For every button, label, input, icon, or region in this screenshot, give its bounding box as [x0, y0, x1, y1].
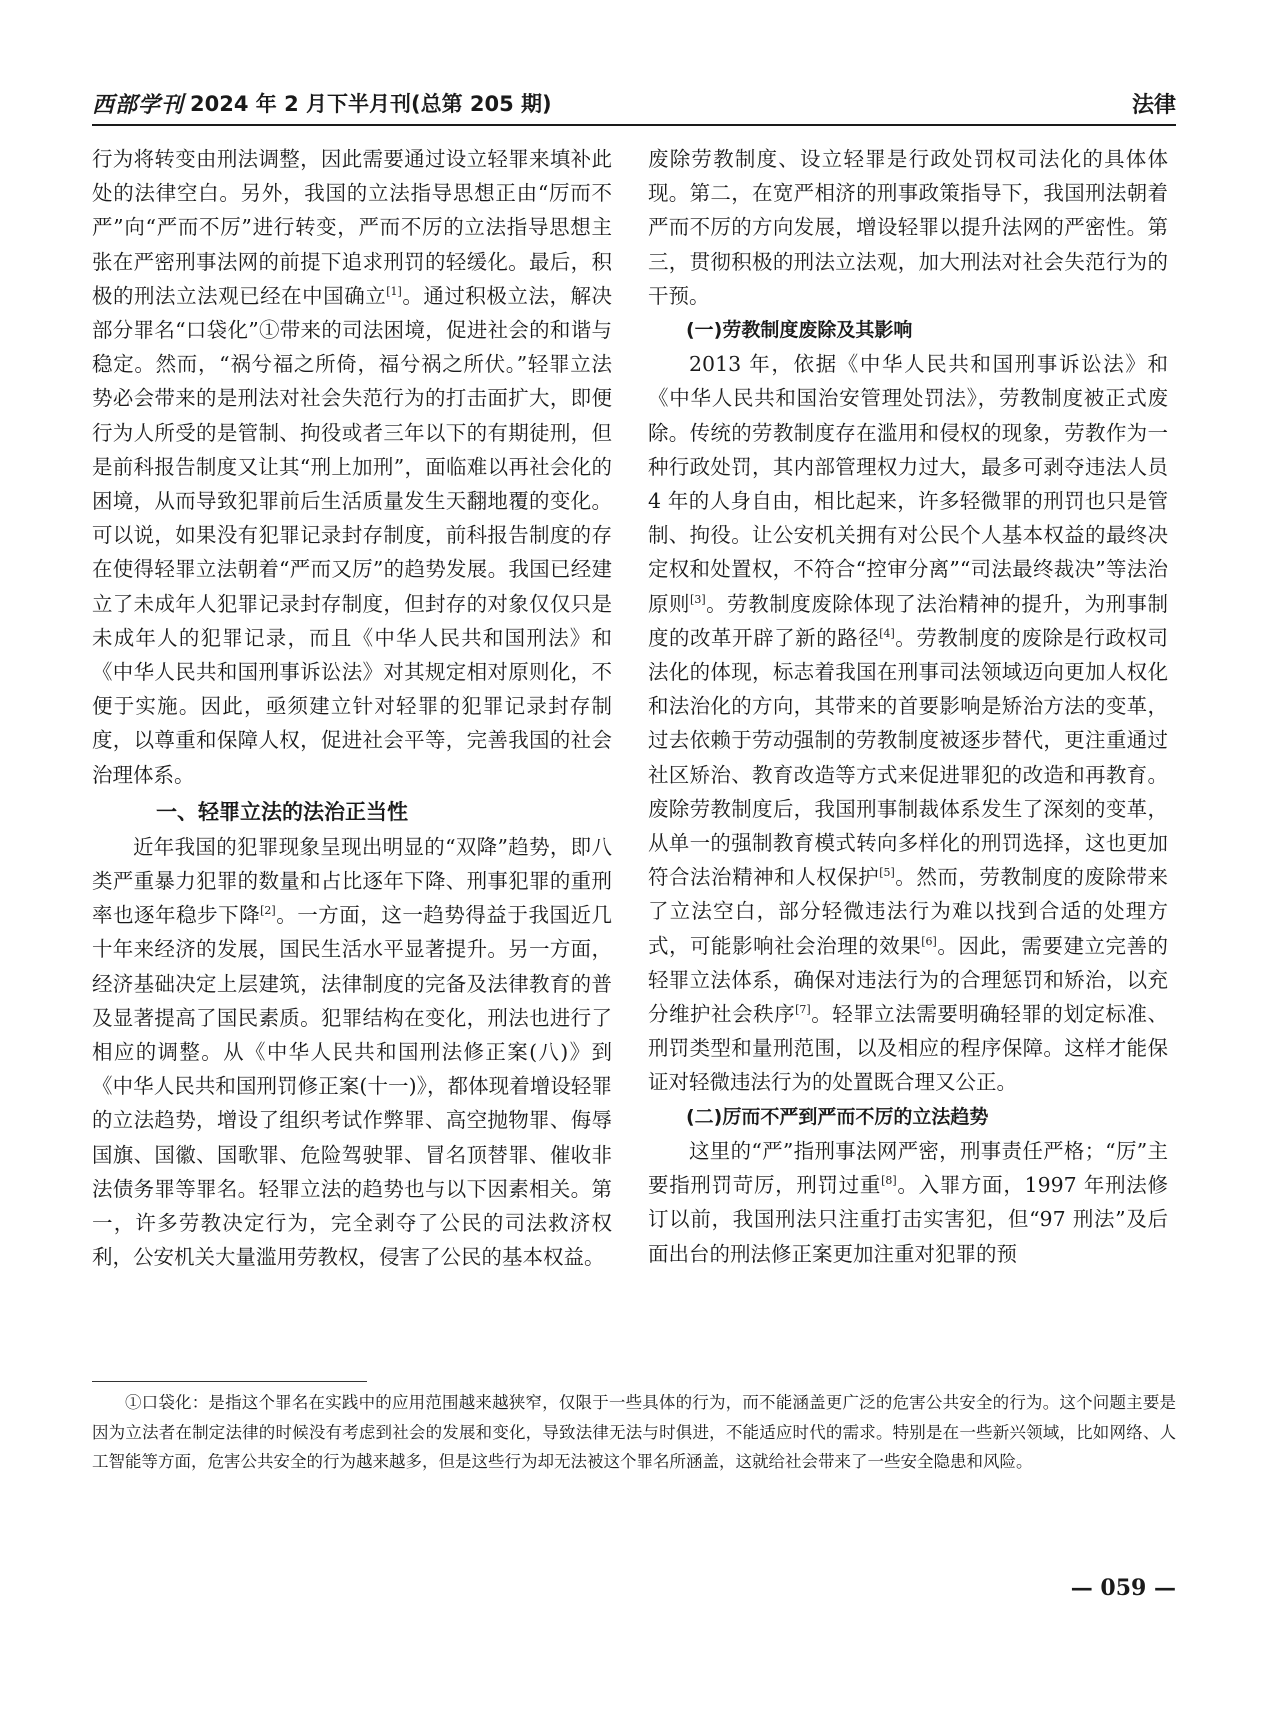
journal-logo: 西部学刊	[92, 92, 185, 118]
citation[interactable]: [8]	[881, 1174, 897, 1188]
footnote: ①口袋化：是指这个罪名在实践中的应用范围越来越狭窄，仅限于一些具体的行为，而不能涵盖更广泛的危害公共安全的行为。这个问题主要是因为立法者在制定法律的时候没有考虑到社会的发展和变化，导致法律无法与时俱进，不能适应时代的需求。特别是在一些新兴领域，比如网络、人工智能等方面，危害公共安全的行为越来越多，但是这些行为却无法被这个罪名所涵盖，这就给社会带来了一些安全隐患和风险。	[92, 1393, 1176, 1471]
page-number: — 059 —	[1070, 1575, 1176, 1601]
right-column	[648, 142, 1168, 1271]
citation[interactable]: [1]	[386, 284, 402, 298]
paragraph: 行为将转变由刑法调整，因此需要通过设立轻罪来填补此处的法律空白。另外，我国的立法指导思想正由“厉而不严”向“严而不厉”进行转变，严而不厉的立法指导思想主张在严密刑事法网的前提下追求刑罚的轻缓化。最后，积极的刑法立法观已经在中国确立[1]。通过积极立法，解决部分罪名“口袋化”①带来的司法困境，促进社会的和谐与稳定。然而，“祸兮福之所倚，福兮祸之所伏。”轻罪立法势必会带来的是刑法对社会失范行为的打击面扩大，即便行为人所受的是管制、拘役或者三年以下的有期徒刑，但是前科报告制度又让其“刑上加刑”，面临难以再社会化的困境，从而导致犯罪前后生活质量发生天翻地覆的变化。可以说，如果没有犯罪记录封存制度，前科报告制度的存在使得轻罪立法朝着“严而又厉”的趋势发展。我国已经建立了未成年人犯罪记录封存制度，但封存的对象仅仅只是未成年人的犯罪记录，而且《中华人民共和国刑法》和《中华人民共和国刑事诉讼法》对其规定相对原则化，不便于实施。因此，亟须建立针对轻罪的犯罪记录封存制度，以尊重和保障人权，促进社会平等，完善我国的社会治理体系。	[92, 147, 613, 787]
citation[interactable]: [7]	[795, 1003, 811, 1017]
citation[interactable]: [3]	[690, 592, 706, 606]
running-header	[92, 88, 1176, 122]
footnote-divider	[92, 1381, 367, 1382]
subsection-heading: (一)劳教制度废除及其影响	[686, 319, 913, 342]
section-heading: 一、轻罪立法的法治正当性	[156, 799, 408, 824]
subsection-heading: (二)厉而不严到严而不厉的立法趋势	[686, 1105, 989, 1128]
left-column	[92, 142, 612, 1275]
paragraph: 这里的“严”指刑事法网严密，刑事责任严格；“厉”主要指刑罚苛厉，刑罚过重[8]。入罪方面，1997 年刑法修订以前，我国刑法只注重打击实害犯，但“97 刑法”及后面出台的刑法修正案更加注重对犯罪的预	[648, 1138, 1168, 1266]
citation[interactable]: [4]	[879, 626, 895, 640]
issue-info: 2024 年 2 月下半月刊(总第 205 期)	[190, 92, 552, 116]
paragraph: 废除劳教制度、设立轻罪是行政处罚权司法化的具体体现。第二，在宽严相济的刑事政策指导下，我国刑法朝着严而不厉的方向发展，增设轻罪以提升法网的严密性。第三，贯彻积极的刑法立法观，加大刑法对社会失范行为的干预。	[648, 147, 1168, 308]
paragraph: 2013 年，依据《中华人民共和国刑事诉讼法》和《中华人民共和国治安管理处罚法》，劳教制度被正式废除。传统的劳教制度存在滥用和侵权的现象，劳教作为一种行政处罚，其内部管理权力过大，最多可剥夺违法人员 4 年的人身自由，相比起来，许多轻微罪的刑罚也只是管制、拘役。让公安机关拥有对公民个人基本权益的最终决定权和处置权，不符合“控审分离”“司法最终裁决”等法治原则[3]。劳教制度废除体现了法治精神的提升，为刑事制度的改革开辟了新的路径[4]。劳教制度的废除是行政权司法化的体现，标志着我国在刑事司法领域迈向更加人权化和法治化的方向，其带来的首要影响是矫治方法的变革，过去依赖于劳动强制的劳教制度被逐步替代，更注重通过社区矫治、教育改造等方式来促进罪犯的改造和再教育。废除劳教制度后，我国刑事制裁体系发生了深刻的变革，从单一的强制教育模式转向多样化的刑罚选择，这也更加符合法治精神和人权保护[5]。然而，劳教制度的废除带来了立法空白，部分轻微违法行为难以找到合适的处理方式，可能影响社会治理的效果[6]。因此，需要建立完善的轻罪立法体系，确保对违法行为的合理惩罚和矫治，以充分维护社会秩序[7]。轻罪立法需要明确轻罪的划定标准、刑罚类型和量刑范围，以及相应的程序保障。这样才能保证对轻微违法行为的处置既合理又公正。	[648, 352, 1169, 1095]
paragraph: 近年我国的犯罪现象呈现出明显的“双降”趋势，即八类严重暴力犯罪的数量和占比逐年下降、刑事犯罪的重刑率也逐年稳步下降[2]。一方面，这一趋势得益于我国近几十年来经济的发展，国民生活水平显著提升。另一方面，经济基础决定上层建筑，法律制度的完备及法律教育的普及显著提高了国民素质。犯罪结构在变化，刑法也进行了相应的调整。从《中华人民共和国刑法修正案(八)》到《中华人民共和国刑罚修正案(十一)》，都体现着增设轻罪的立法趋势，增设了组织考试作弊罪、高空抛物罪、侮辱国旗、国徽、国歌罪、危险驾驶罪、冒名顶替罪、催收非法债务罪等罪名。轻罪立法的趋势也与以下因素相关。第一，许多劳教决定行为，完全剥夺了公民的司法救济权利，公安机关大量滥用劳教权，侵害了公民的基本权益。	[92, 834, 613, 1270]
section-label: 法律	[1131, 93, 1176, 118]
citation[interactable]: [5]	[879, 866, 895, 880]
citation[interactable]: [6]	[921, 934, 937, 948]
header-divider	[92, 124, 1176, 126]
citation[interactable]: [2]	[260, 904, 276, 918]
